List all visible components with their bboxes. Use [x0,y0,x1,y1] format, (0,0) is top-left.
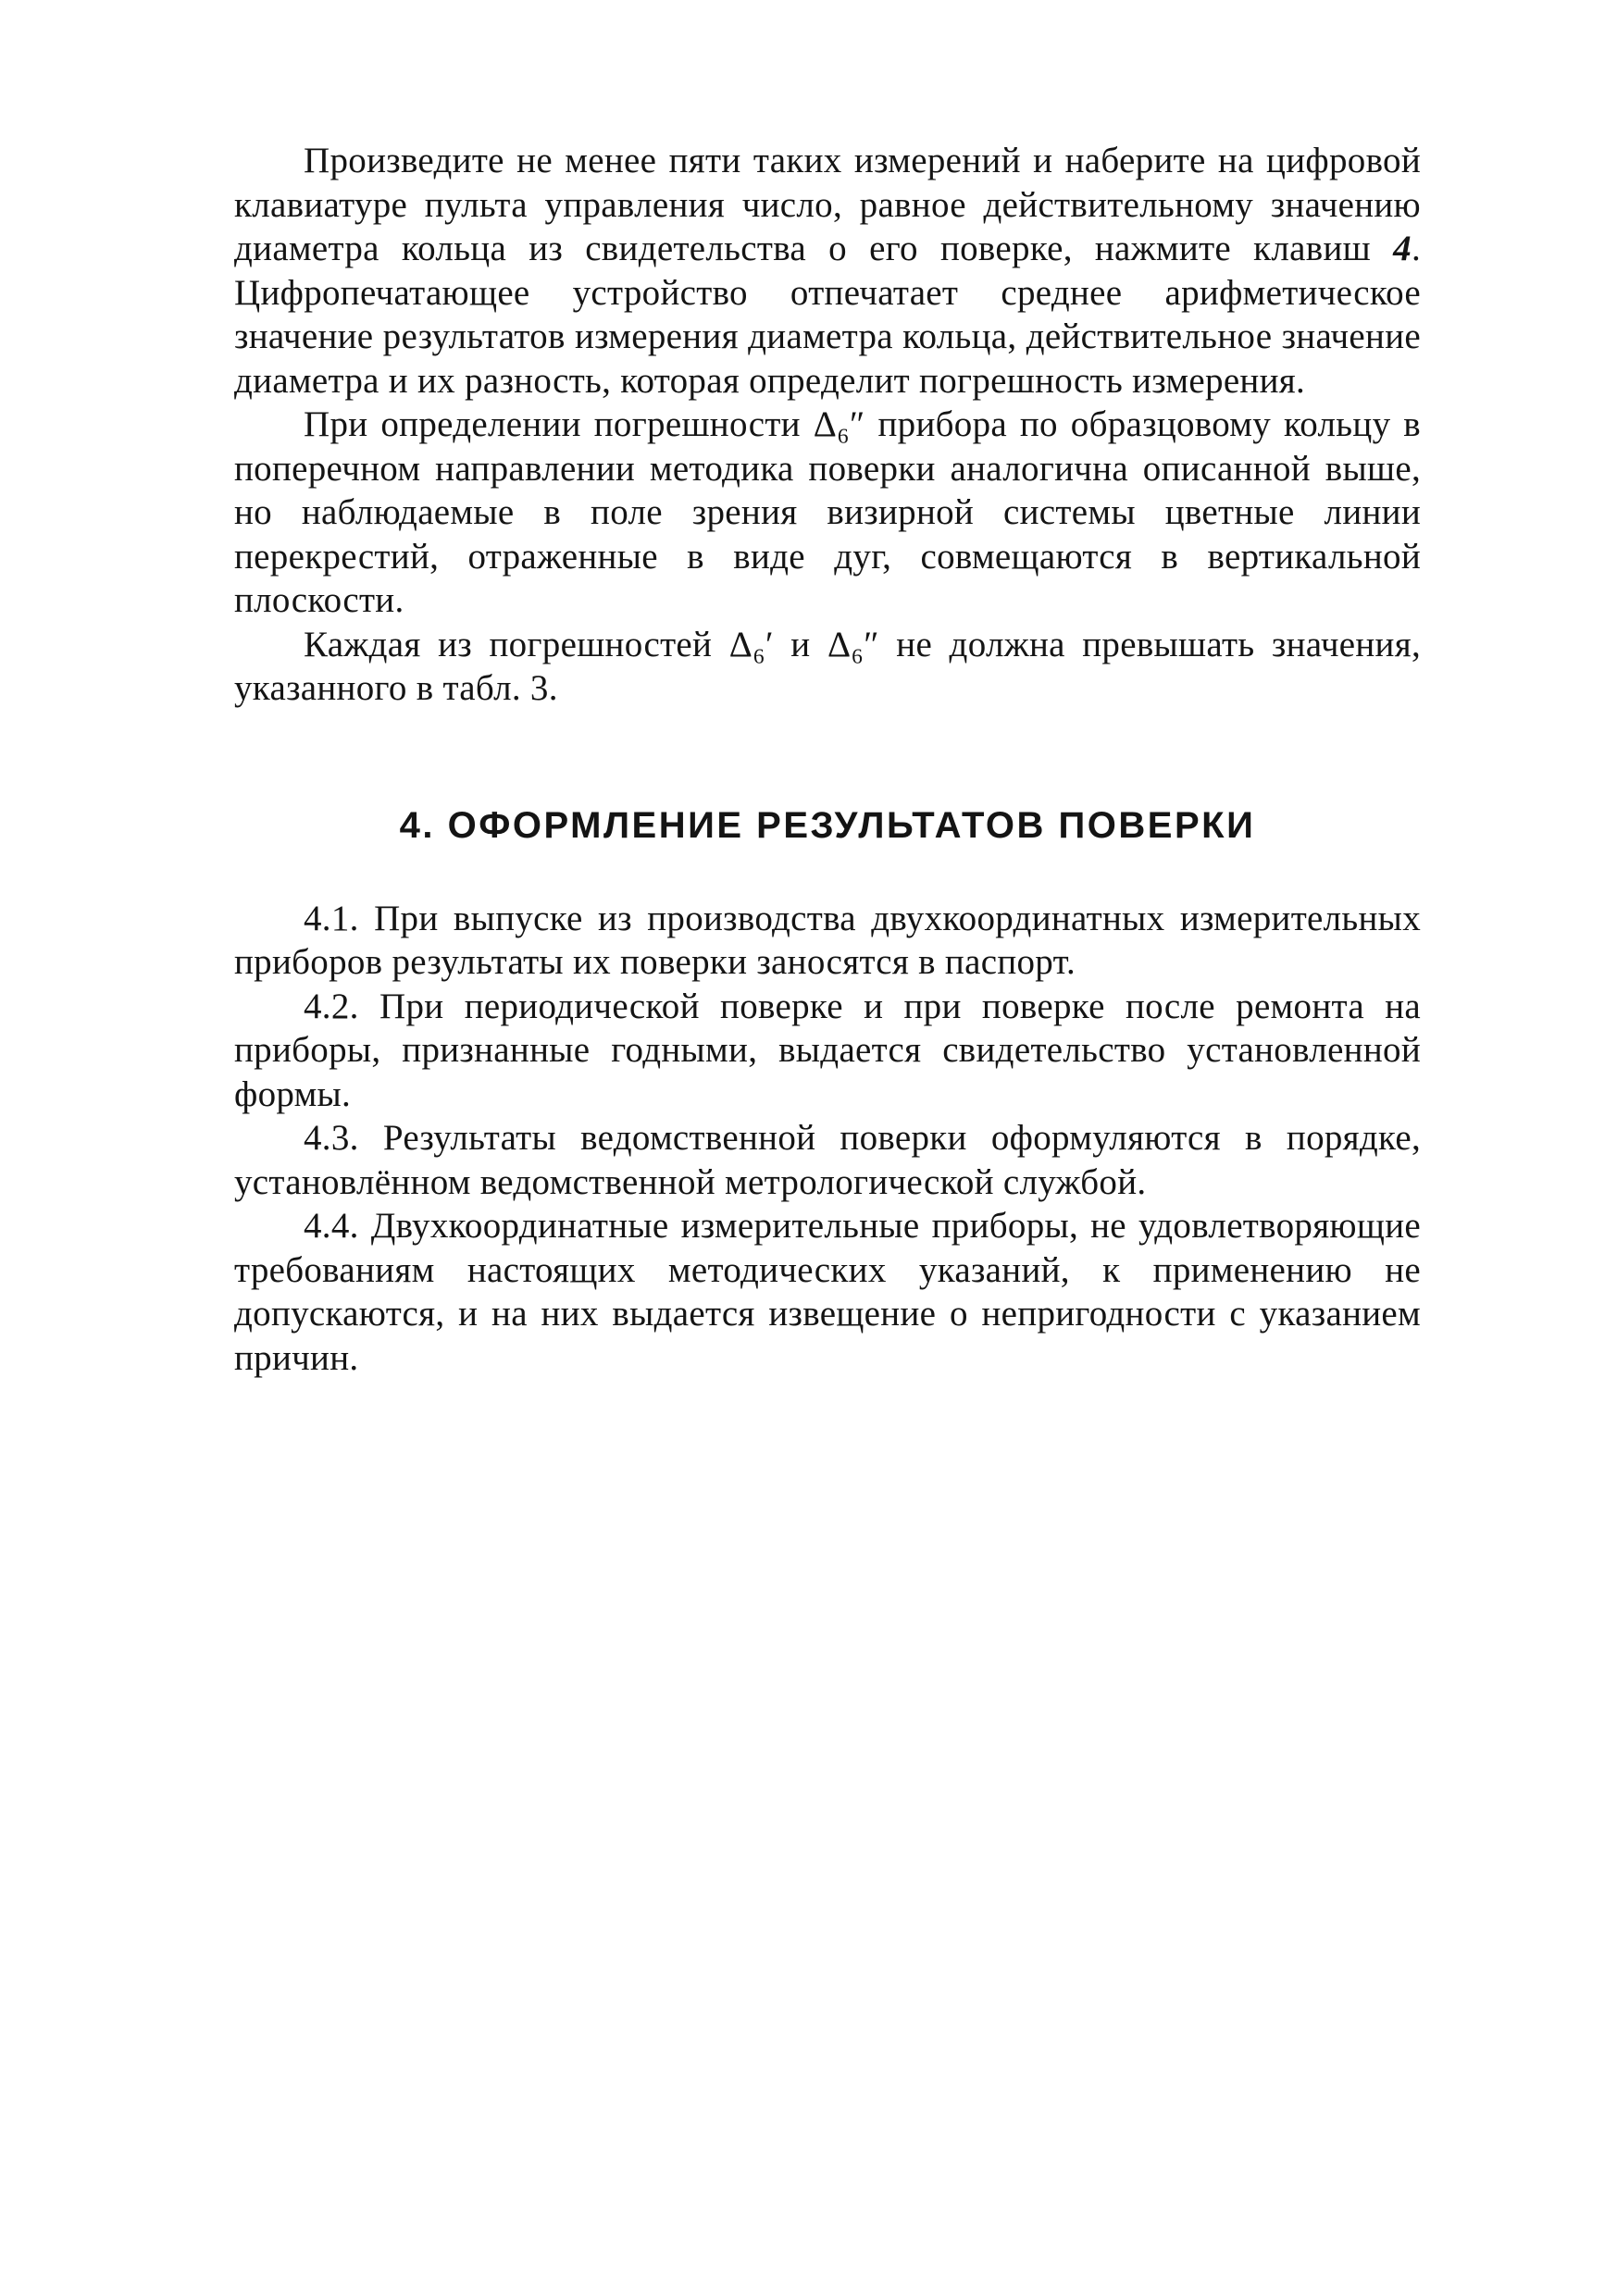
list-item [234,1116,1421,1204]
item-text: Результаты ведомственной поверки оформуляются в порядке, установлённом ведомственной метрологической службой. [234,1118,1421,1202]
item-text: Двухкоординатные измерительные приборы, не удовлетворяющие требованиям настоящих методических указаний, к применению не допускаются, и на них выдается извещение о непригодности с указанием причин. [234,1206,1421,1378]
key-number: 4 [1393,229,1412,268]
paragraph-error-limit: Каждая из погрешностей Δ₆′ и Δ₆″ не должна превышать значения, указанного в табл. 3. [234,624,1421,708]
paragraph-text: Произведите не менее пяти таких измерений и наберите на цифровой клавиатуре пульта управления число, равное действительному значению диаметра кольца из свидетельства о его поверке, нажмите клавиш [234,141,1421,268]
item-number: 4.4. [304,1206,359,1246]
item-number: 4.3. [304,1118,359,1158]
list-item [234,985,1421,1117]
paragraph-transverse-error: При определении погрешности Δ₆″ прибора по образцовому кольцу в поперечном направлении методика поверки аналогична описанной выше, но наблюдаемые в поле зрения визирной системы цветные линии перекрестий, отраженные в виде дуг, совмещаются в вертикальной плоскости. [234,404,1421,620]
section-heading: 4. ОФОРМЛЕНИЕ РЕЗУЛЬТАТОВ ПОВЕРКИ [399,804,1256,846]
paragraph-text: . Цифропечатающее устройство отпечатает среднее арифметическое значение результатов измерения диаметра кольца, действительное значение диаметра и их разность, которая определит погрешность измерения. [234,229,1421,401]
item-text: При выпуске из производства двухкоординатных измерительных приборов результаты их поверки заносятся в паспорт. [234,898,1421,982]
list-item [234,897,1421,985]
paragraph-measurement-procedure [234,139,1421,403]
item-number: 4.2. [304,986,359,1026]
item-text: При периодической поверке и при поверке после ремонта на приборы, признанные годными, выдается свидетельство установленной формы. [234,986,1421,1114]
item-number: 4.1. [304,898,359,938]
page-content [234,139,1421,1380]
list-item [234,1204,1421,1380]
